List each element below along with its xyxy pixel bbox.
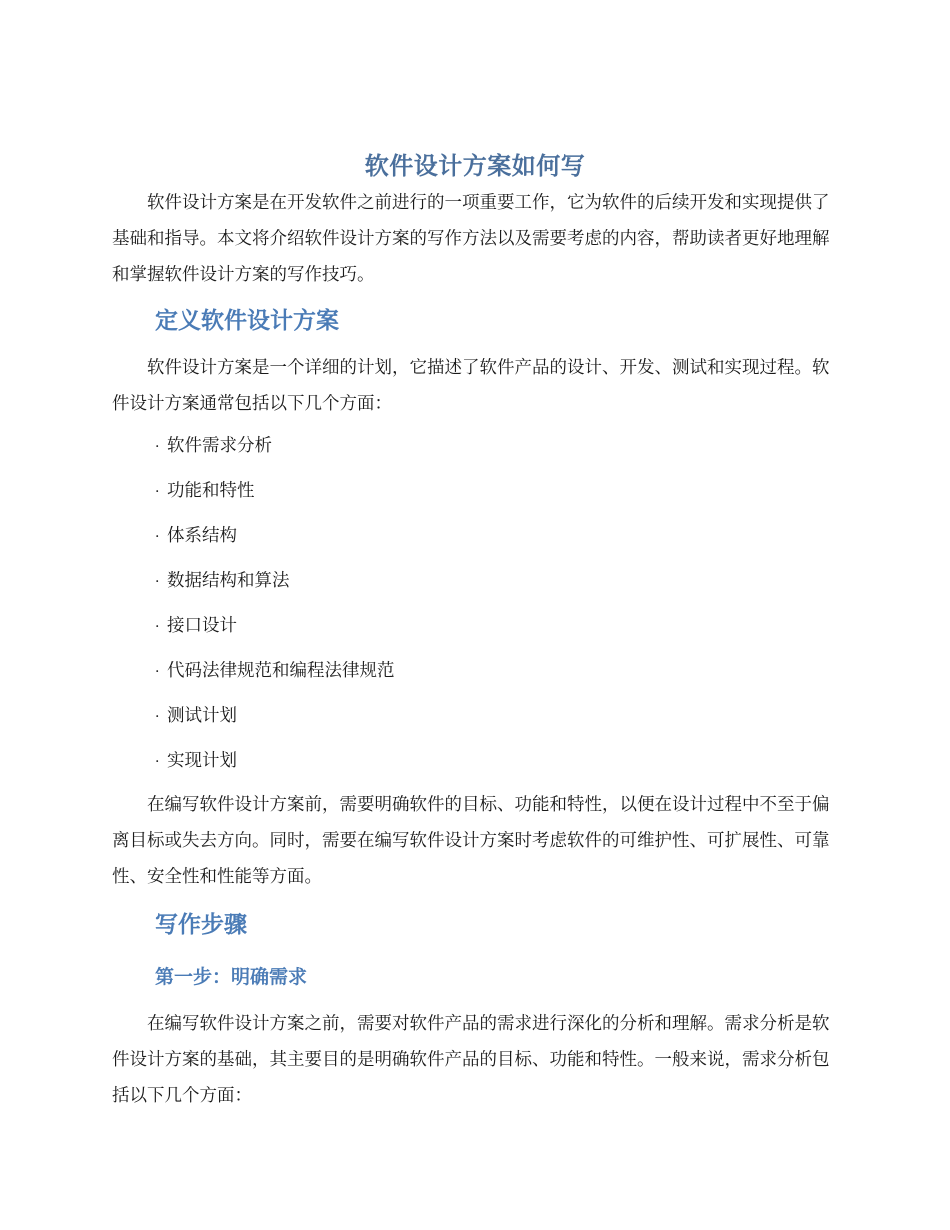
list-item-text: 软件需求分析 xyxy=(167,436,272,456)
list-item xyxy=(155,569,290,594)
document-title: 软件设计方案如何写 xyxy=(364,152,586,180)
list-item-text: 功能和特性 xyxy=(167,481,255,501)
list-item xyxy=(155,749,237,774)
bullet-dot: · xyxy=(155,484,160,500)
list-item xyxy=(155,479,255,504)
definition-closing-paragraph: 在编写软件设计方案前，需要明确软件的目标、功能和特性，以便在设计过程中不至于偏离目标或失去方向。同时，需要在编写软件设计方案时考虑软件的可维护性、可扩展性、可靠性、安全性和性能等方面。 xyxy=(112,795,830,887)
section-heading-steps: 写作步骤 xyxy=(155,912,247,938)
list-item-text: 代码法律规范和编程法律规范 xyxy=(167,661,395,681)
bullet-dot: · xyxy=(155,574,160,590)
list-item xyxy=(155,524,237,549)
list-item-text: 数据结构和算法 xyxy=(167,571,290,591)
bullet-dot: · xyxy=(155,664,160,680)
step1-paragraph: 在编写软件设计方案之前，需要对软件产品的需求进行深化的分析和理解。需求分析是软件设计方案的基础，其主要目的是明确软件产品的目标、功能和特性。一般来说，需求分析包括以下几个方面： xyxy=(112,1014,830,1106)
list-item-text: 接口设计 xyxy=(167,616,237,636)
bullet-dot: · xyxy=(155,619,160,635)
list-item-text: 测试计划 xyxy=(167,706,237,726)
bullet-dot: · xyxy=(155,754,160,770)
list-item-text: 体系结构 xyxy=(167,526,237,546)
list-item xyxy=(155,659,395,684)
step1-heading: 第一步：明确需求 xyxy=(155,966,308,988)
section-heading-definition: 定义软件设计方案 xyxy=(155,308,339,334)
bullet-dot: · xyxy=(155,529,160,545)
list-item xyxy=(155,614,237,639)
bullet-dot: · xyxy=(155,709,160,725)
intro-paragraph: 软件设计方案是在开发软件之前进行的一项重要工作，它为软件的后续开发和实现提供了基础和指导。本文将介绍软件设计方案的写作方法以及需要考虑的内容，帮助读者更好地理解和掌握软件设计方案的写作技巧。 xyxy=(112,193,830,285)
list-item-text: 实现计划 xyxy=(167,751,237,771)
bullet-dot: · xyxy=(155,439,160,455)
list-item xyxy=(155,704,237,729)
list-item xyxy=(155,434,272,459)
definition-paragraph: 软件设计方案是一个详细的计划，它描述了软件产品的设计、开发、测试和实现过程。软件设计方案通常包括以下几个方面： xyxy=(112,358,830,414)
